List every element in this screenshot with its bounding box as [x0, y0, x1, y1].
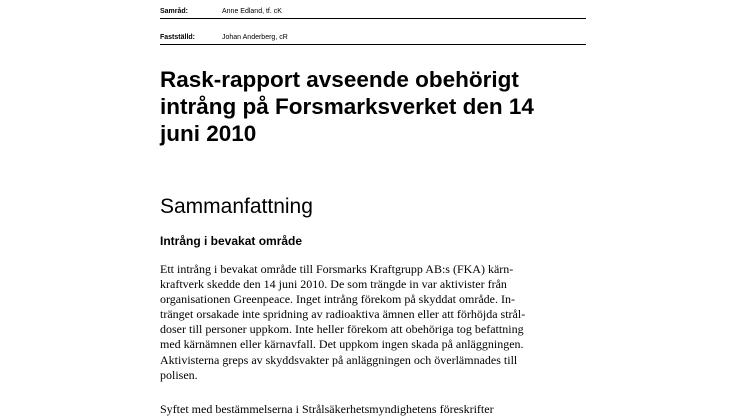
meta-row-samrad [160, 0, 586, 19]
title-line: Rask-rapport avseende obehörigt [160, 67, 519, 92]
paragraph-line: doser till personer uppkom. Inte heller förekom att obehöriga tog befattning [160, 322, 524, 337]
faststalld-label: Fastställd: [160, 34, 196, 41]
samrad-label: Samråd: [160, 8, 189, 15]
faststalld-value: Johan Anderberg, cR [222, 34, 288, 41]
paragraph-line: Ett intrång i bevakat område till Forsmarks Kraftgrupp AB:s (FKA) kärn- [160, 262, 514, 276]
paragraph-line: Syftet med bestämmelserna i Strålsäkerhetsmyndighetens föreskrifter [160, 402, 494, 416]
body-paragraph-1 [160, 262, 590, 383]
document-title [160, 66, 600, 147]
title-line: juni 2010 [160, 121, 257, 146]
meta-row-faststalld [160, 26, 586, 45]
paragraph-line: med kärnämnen eller kärnavfall. Det uppkom ingen skada på anläggningen. [160, 337, 524, 352]
paragraph-line: tränget orsakade inte spridning av radioaktiva ämnen eller att förhöjda strål- [160, 307, 526, 322]
paragraph-line: organisationen Greenpeace. Inget intrång förekom på skyddat område. In- [160, 292, 515, 307]
samrad-value: Anne Edland, tf. cK [222, 8, 282, 15]
section-heading: Sammanfattning [160, 195, 313, 218]
body-paragraph-2 [160, 402, 590, 417]
subheading: Intrång i bevakat område [160, 234, 303, 248]
title-line: intrång på Forsmarksverket den 14 [160, 94, 534, 119]
paragraph-line: Aktivisterna greps av skyddsvakter på anläggningen och överlämnades till [160, 352, 518, 367]
paragraph-line: polisen. [160, 367, 198, 382]
paragraph-line: kraftverk skedde den 14 juni 2010. De som trängde in var aktivister från [160, 277, 507, 292]
